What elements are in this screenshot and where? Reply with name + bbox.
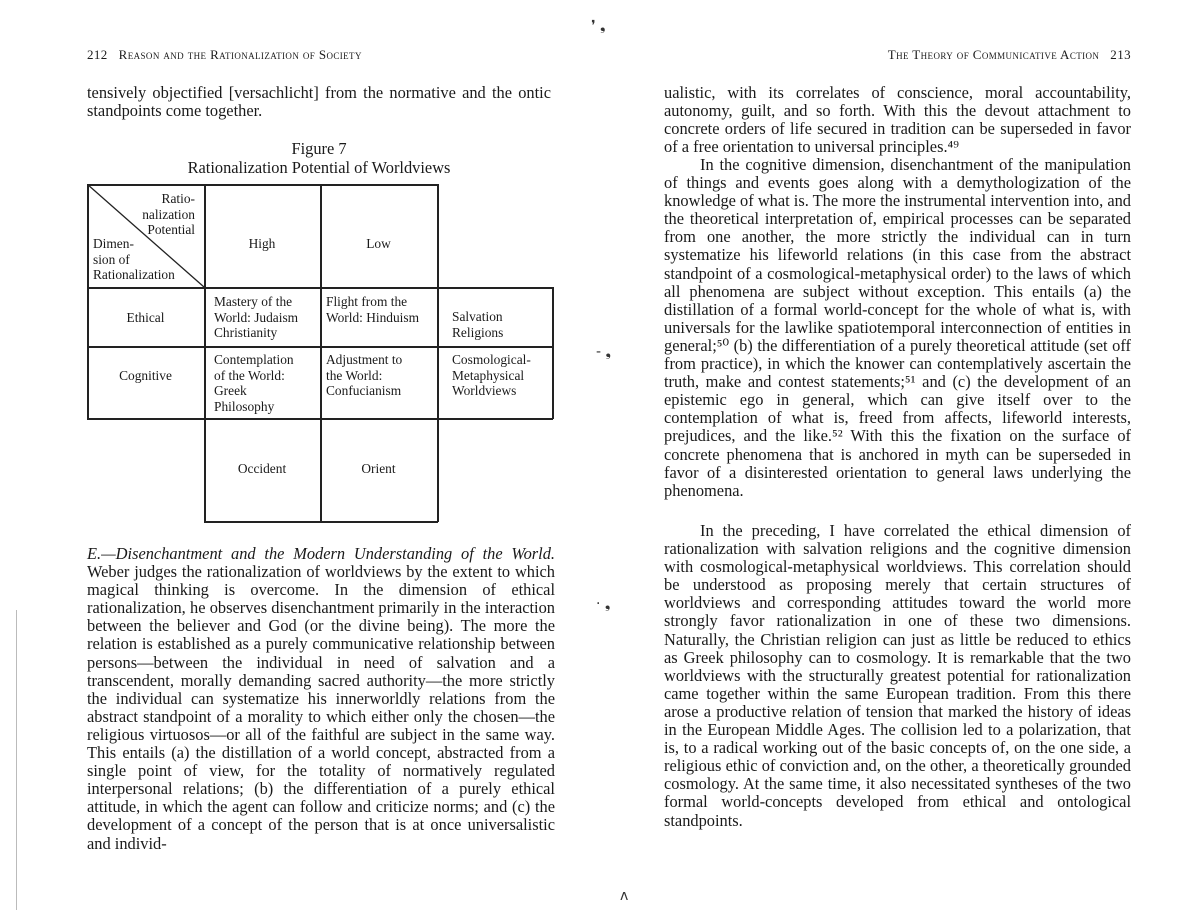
paragraph-2: In the cognitive dimension, disenchantment of the manipulation of things and events goes along with a demythologization of the knowledge of what is. The more the instrumental intervention into, and the theoretical interpretation of, empirical processes can be separated from one another, the more strictly the individual can in turn systematize his lifeworld relations (in this case from the abstract standpoint of a cosmological-metaphysical order) to the laws of which all phenomena are subject without exception. This entails (a) the distillation of a formal world-concept for the whole of what is, with universals for the lawlike spatiotemporal interconnection of entities in general;⁵⁰ (b) the differentiation of a purely theoretical attitude (set off from practice), in which the knower can contemplatively ascertain the truth, make and contest statements;⁵¹ and (c) the development of an epistemic ego in general, which can give itself over to the contemplation of what is, freed from affects, lifeworld interests, prejudices, and the like.⁵² With this the fixation on the surface of concrete phenomena that is anchored in myth can be superseded in favor of a disinterested orientation to general laws underlying the phenomena.	[664, 155, 1131, 500]
section-body	[87, 545, 555, 853]
paragraph-3: In the preceding, I have correlated the ethical dimension of rationalization with salvation religions and the cognitive dimension with cosmological-metaphysical worldviews. This correlation should be understood as proposing merely that certain structures of worldviews and corresponding attitudes toward the world more strongly favor rationalization in one of these two dimensions. Naturally, the Christian religion can just as little be reduced to ethics as Greek philosophy can to cosmology. It is remarkable that the two worldviews with the structurally greatest potential for rationalization came together within the same European tradition. From this there arose a productive relation of tension that marked the history of ideas in the European Middle Ages. The collision led to a polarization, that is, to a radical working out of the basic concepts of, on the one side, a religious ethic of conviction and, on the other, a theoretically grounded cosmology. At the same time, it also necessitated syntheses of the two formal world-concepts developed from ethical and ontological standpoints.	[664, 521, 1131, 830]
page-number: 212	[87, 47, 108, 62]
paragraph-1: ualistic, with its correlates of conscience, moral accountability, autonomy, guilt, and so forth. With this the devout attachment to concrete orders of life secured in tradition can be superseded in favor of a free orientation to universal principles.⁴⁹	[664, 83, 1131, 157]
gutter-mark: · ❟	[596, 596, 611, 612]
right-page	[600, 0, 1193, 908]
row-header-cognitive: Cognitive	[119, 368, 172, 383]
cell-orient: Orient	[361, 461, 396, 476]
cell-occident: Occident	[237, 461, 287, 476]
gutter-mark: ʌ	[620, 888, 629, 904]
column-header-low: Low	[366, 236, 391, 251]
row-header-ethical: Ethical	[126, 310, 165, 325]
corner-dimension: Dimen- sion of Rationalization	[93, 236, 175, 282]
gutter-mark: ❜ ❟	[591, 18, 606, 34]
cell-cognitive-low: Adjustment to the World: Confucianism	[326, 352, 403, 398]
figure-title-block	[87, 140, 551, 177]
section-heading: E.—Disenchantment and the Modern Understanding of the World.	[87, 544, 555, 563]
cell-cognitive-high: Contemplation of the World: Greek Philosophy	[214, 352, 294, 414]
cell-ethical-low: Flight from the World: Hinduism	[326, 294, 420, 325]
running-head-right	[888, 47, 1131, 63]
section-text: Weber judges the rationalization of worldviews by the extent to which magical thinking is overcome. In the dimension of ethical rationalization, he observes disenchantment primarily in the interaction between the believer and God (or the divine being). The more the relation is established as a purely communicative relationship between persons—between the individual in need of salvation and a transcendent, morally demanding sacred authority—the more strictly the individual can systematize his innerworldly relations from the abstract standpoint of a morality to which either only the chosen—the religious virtuosos—or all of the faithful are subject in the same way. This entails (a) the distillation of a world concept, abstracted from a single point of view, for the totality of normatively regulated interpersonal relations; (b) the differentiation of a purely ethical attitude, in which the agent can follow and criticize norms; and (c) the development of a concept of the person that is at once universalistic and individ-	[87, 562, 555, 853]
page-number: 213	[1110, 47, 1131, 62]
running-head-title: The Theory of Communicative Action	[887, 47, 1100, 62]
intro-text: tensively objectified [versachlicht] from the normative and the ontic standpoints come together.	[87, 83, 551, 121]
figure-label: Figure 7	[291, 139, 347, 158]
gutter-mark: - ❟	[596, 344, 611, 360]
cell-cognitive-extra: Cosmological- Metaphysical Worldviews	[452, 352, 531, 398]
running-head-title: Reason and the Rationalization of Society	[118, 47, 362, 62]
cell-ethical-high: Mastery of the World: Judaism Christianity	[214, 294, 299, 340]
figure-title: Rationalization Potential of Worldviews	[187, 157, 451, 177]
corner-potential: Ratio- nalization Potential	[142, 191, 195, 237]
running-head-left	[87, 47, 362, 63]
column-header-high: High	[248, 236, 276, 251]
cell-ethical-extra: Salvation Religions	[452, 309, 504, 340]
